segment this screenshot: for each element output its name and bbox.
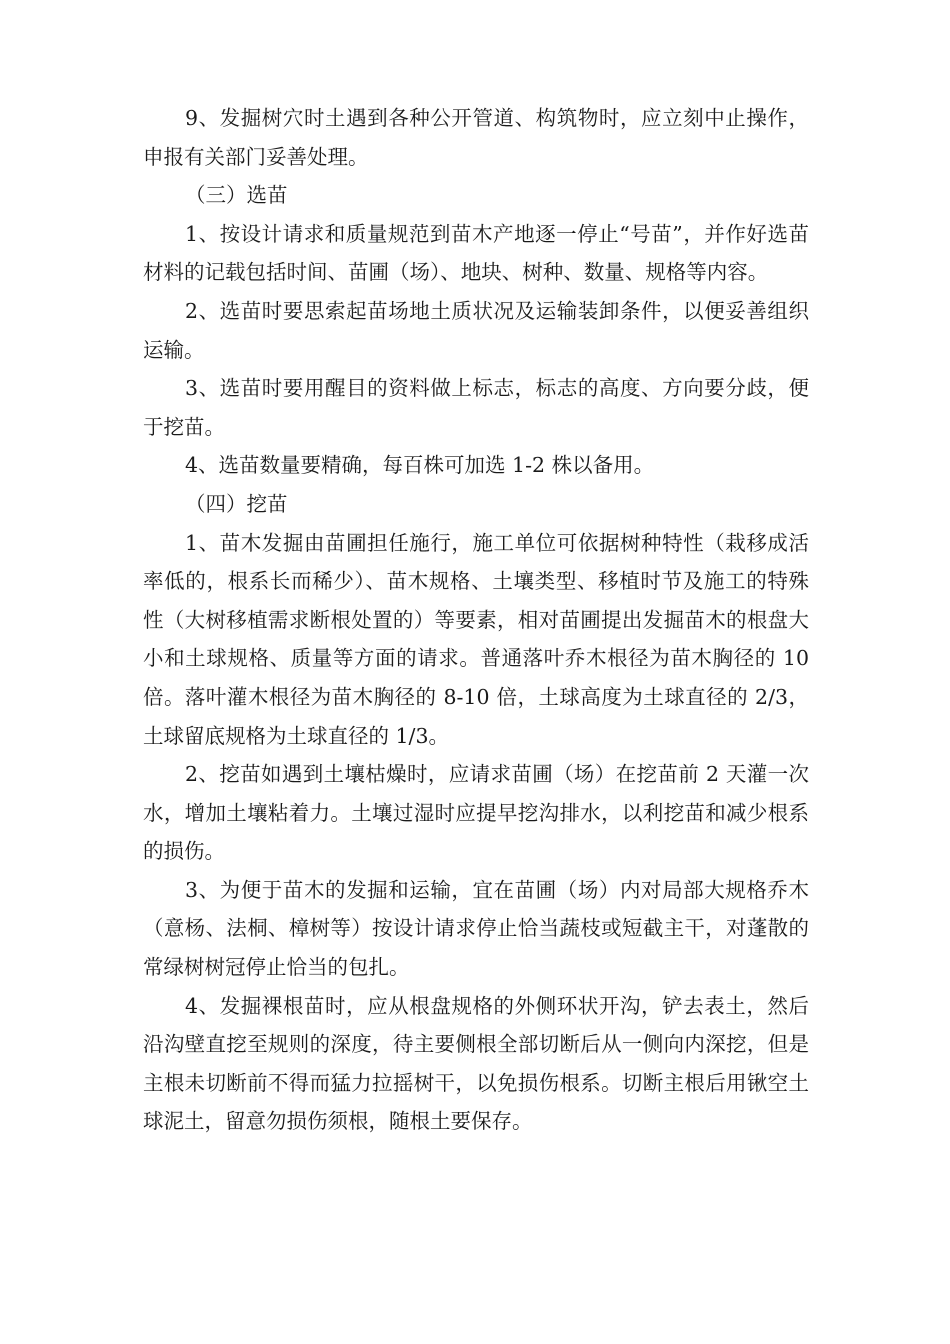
paragraph-4-quantity: 4、选苗数量要精确，每百株可加选 1-2 株以备用。	[185, 453, 655, 478]
section-heading-dig-seedlings: （四）挖苗	[185, 491, 288, 516]
paragraph-3-marking: 3、选苗时要用醒目的资料做上标志，标志的高度、方向要分歧，便于挖苗。	[143, 376, 809, 439]
document-body	[143, 99, 809, 1141]
paragraph-3-pruning: 3、为便于苗木的发掘和运输，宜在苗圃（场）内对局部大规格乔木（意杨、法桐、樟树等）按设计请求停止恰当蔬枝或短截主干，对蓬散的常绿树树冠停止恰当的包扎。	[143, 877, 809, 980]
section-heading-select-seedlings: （三）选苗	[185, 183, 288, 208]
paragraph-9-excavation-pipes: 9、发掘树穴时土遇到各种公开管道、构筑物时，应立刻中止操作，申报有关部门妥善处理。	[143, 106, 809, 169]
paragraph-2-site-conditions: 2、选苗时要思索起苗场地土质状况及运输装卸条件，以便妥善组织运输。	[143, 298, 809, 362]
paragraph-1-excavation-requirements: 1、苗木发掘由苗圃担任施行，施工单位可依据树种特性（栽移成活率低的，根系长而稀少）、苗木规格、土壤类型、移植时节及施工的特殊性（大树移植需求断根处置的）等要素，相对苗圃提出发掘苗木的根盘大小和土球规格、质量等方面的请求。普通落叶乔木根径为苗木胸径的 10 倍。落叶灌木根径为苗木胸径的 8-10 倍，土球高度为土球直径的 2/3，土球留底规格为土球直径的 1/3。	[143, 530, 809, 748]
paragraph-1-mark-seedlings: 1、按设计请求和质量规范到苗木产地逐一停止“号苗”，并作好选苗材料的记载包括时间、苗圃（场）、地块、树种、数量、规格等内容。	[143, 221, 809, 285]
paragraph-4-bare-root: 4、发掘裸根苗时，应从根盘规格的外侧环状开沟，铲去表土，然后沿沟壁直挖至规则的深度，待主要侧根全部切断后从一侧向内深挖，但是主根未切断前不得而猛力拉摇树干，以免损伤根系。切断主根后用锹空土球泥土，留意勿损伤须根，随根土要保存。	[143, 993, 809, 1134]
paragraph-2-soil-moisture: 2、挖苗如遇到土壤枯燥时，应请求苗圃（场）在挖苗前 2 天灌一次水，增加土壤粘着力。土壤过湿时应提早挖沟排水，以利挖苗和减少根系的损伤。	[143, 762, 809, 864]
